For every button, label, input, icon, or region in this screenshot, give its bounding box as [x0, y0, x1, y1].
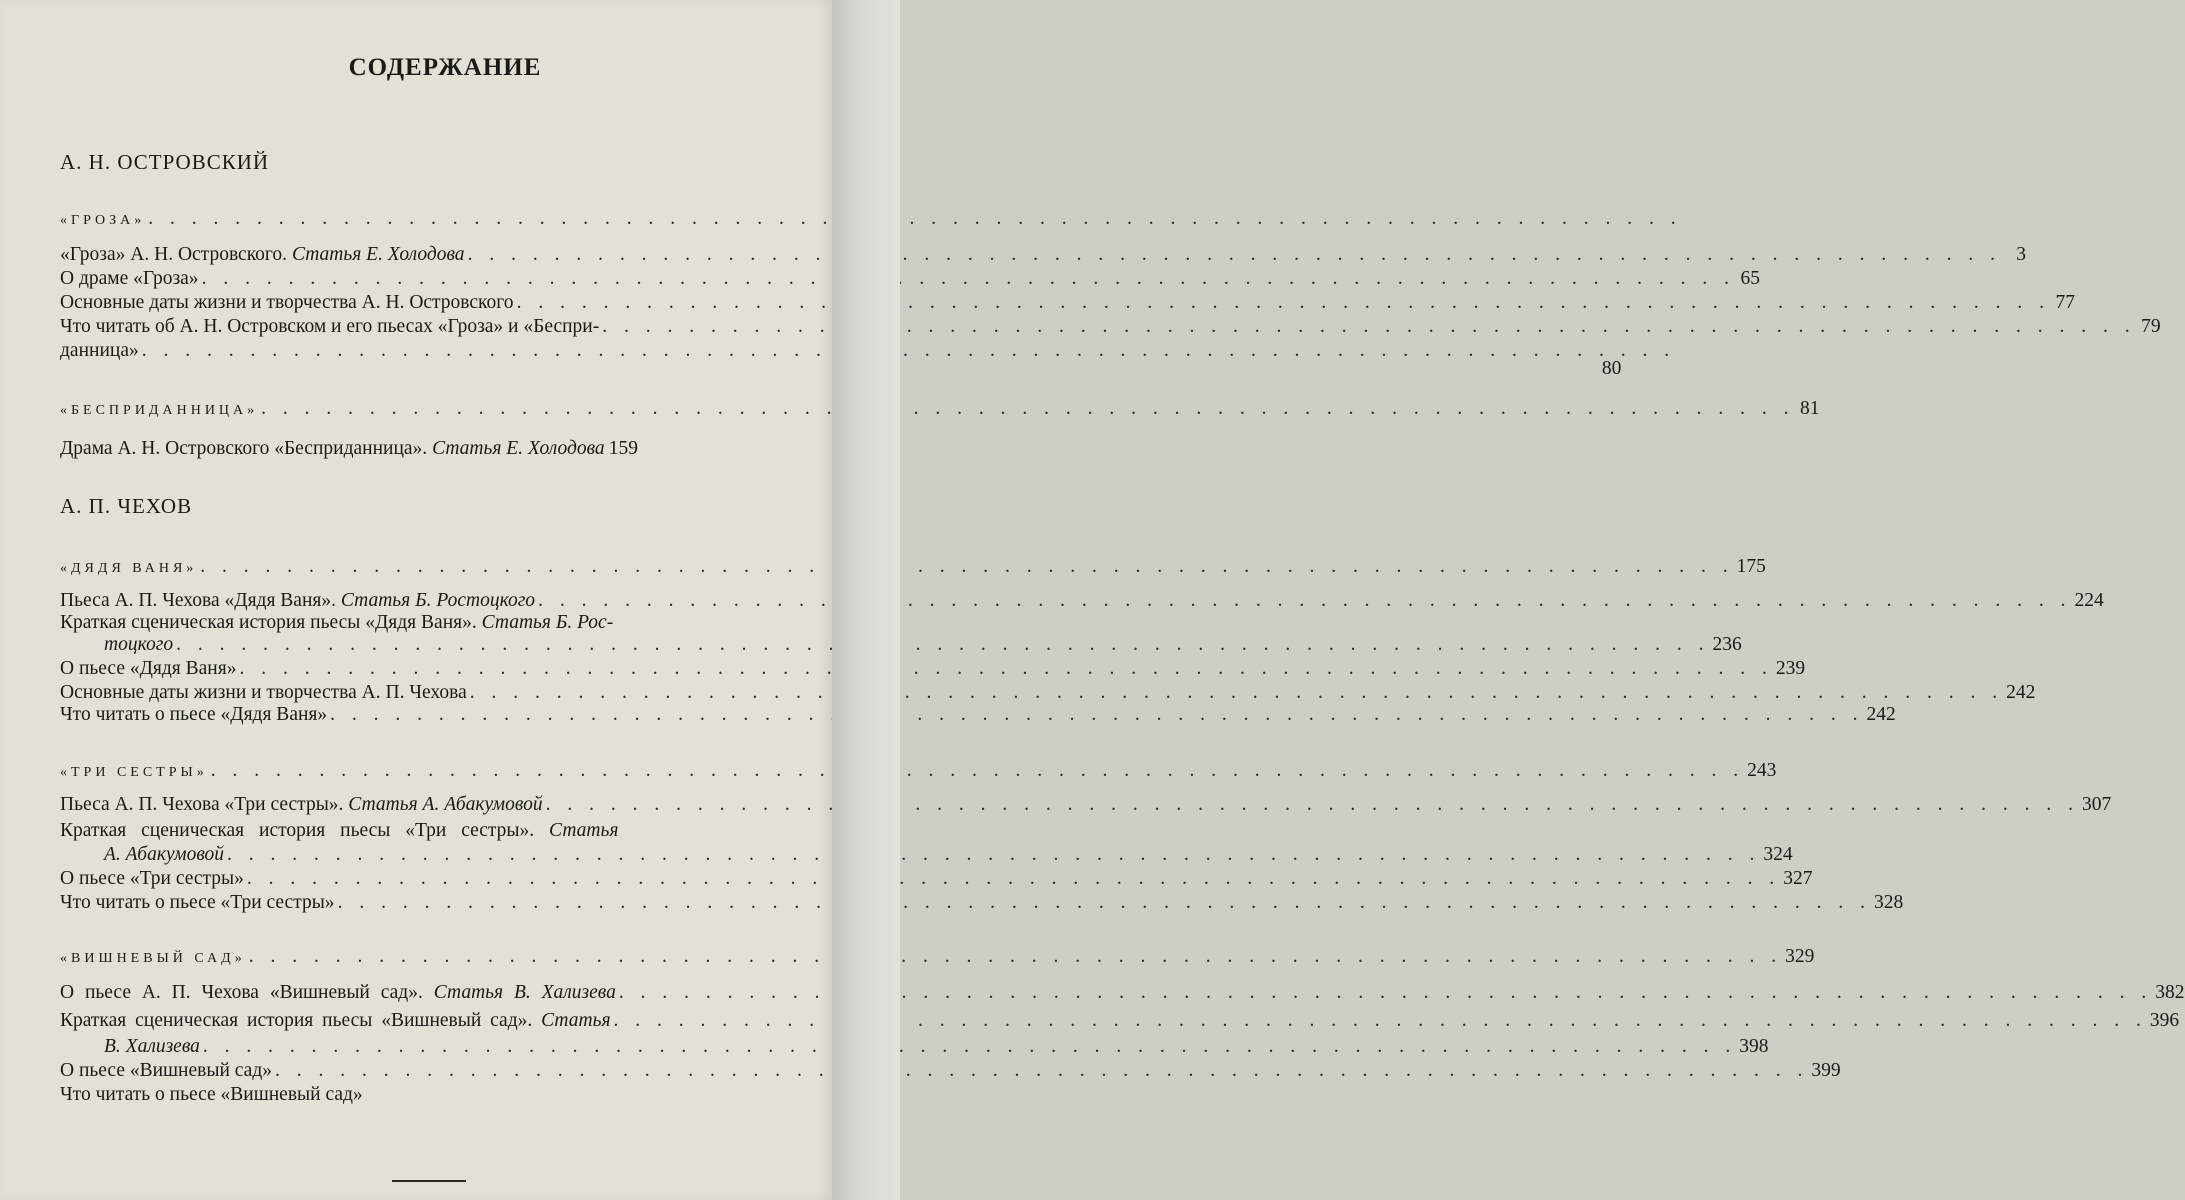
page-number: 159: [608, 438, 638, 459]
page-title: СОДЕРЖАНИЕ: [348, 54, 542, 81]
entry-text: данница»: [60, 340, 139, 361]
entry-text: О пьесе «Три сестры»: [60, 868, 244, 889]
entry-text: Что читать об А. Н. Островском и его пьесах «Гроза» и «Беспри-: [60, 316, 600, 337]
toc-heading-vishnevy-sad: [60, 944, 1815, 970]
toc-entry: [60, 890, 1904, 916]
page-number: 242: [2006, 682, 2036, 703]
toc-heading-dyadya-vanya: [60, 554, 1766, 580]
leader-dots: [200, 554, 1733, 580]
leader-dots: [247, 866, 1780, 892]
play-title: «БЕСПРИДАННИЦА»: [60, 403, 259, 418]
entry-text: О пьесе А. П. Чехова «Вишневый сад».: [60, 982, 423, 1003]
page-number: 324: [1763, 844, 1793, 865]
leader-dots: [330, 702, 1863, 728]
leader-dots: [261, 396, 1794, 422]
play-title: «ДЯДЯ ВАНЯ»: [60, 561, 198, 576]
toc-entry: [60, 290, 2075, 316]
entry-text: Основные даты жизни и творчества А. П. Чехова: [60, 682, 467, 703]
entry-text: Основные даты жизни и творчества А. Н. Островского: [60, 292, 514, 313]
leader-dots: [546, 792, 2079, 818]
toc-entry: [60, 436, 800, 462]
toc-entry: [60, 314, 2161, 340]
entry-article: Статья Е. Холодова: [291, 244, 465, 265]
page-number: 382: [2155, 982, 2185, 1003]
toc-entry: [60, 242, 2026, 268]
entry-article: Статья: [549, 820, 619, 841]
toc-entry: [60, 656, 1806, 682]
entry-text: О пьесе «Дядя Ваня»: [60, 658, 237, 679]
page-number: 175: [1736, 556, 1766, 577]
page-number: 239: [1775, 658, 1806, 679]
leader-dots: [148, 206, 1681, 232]
page-number: 79: [2141, 316, 2161, 337]
toc-entry: [60, 818, 800, 844]
toc-entry: [60, 702, 1896, 728]
page-number: 77: [2055, 292, 2075, 313]
leader-dots: [275, 1058, 1808, 1084]
entry-article: Статья: [541, 1010, 611, 1031]
page-number: 65: [1740, 268, 1760, 289]
toc-page-line: [60, 356, 1622, 382]
page-number: 236: [1712, 634, 1742, 655]
toc-entry-continued: [104, 1034, 1769, 1060]
leader-dots: [249, 944, 1782, 970]
toc-entry: [60, 866, 1813, 892]
entry-article: тоцкого: [104, 634, 174, 655]
page-number: 242: [1866, 704, 1896, 725]
leader-dots: [176, 632, 1709, 658]
leader-dots: [203, 1034, 1736, 1060]
entry-text: Краткая сценическая история пьесы «Дядя Ваня».: [60, 612, 477, 633]
leader-dots: [239, 656, 1772, 682]
page-number: 307: [2081, 794, 2112, 815]
entry-text: Краткая сценическая история пьесы «Вишневый сад».: [60, 1010, 533, 1031]
leader-dots: [517, 290, 2050, 316]
toc-entry: [60, 1008, 2180, 1034]
entry-text: Пьеса А. П. Чехова «Три сестры».: [60, 794, 344, 815]
page-number: 396: [2149, 1010, 2180, 1031]
entry-text: Пьеса А. П. Чехова «Дядя Ваня».: [60, 590, 336, 611]
entry-article: В. Хализева: [104, 1036, 200, 1057]
entry-article: Статья Б. Ростоцкого: [340, 590, 536, 611]
toc-entry: [60, 1082, 800, 1108]
leader-dots: [202, 266, 1735, 292]
page-number: 329: [1785, 946, 1815, 967]
play-title: «ВИШНЕВЫЙ САД»: [60, 951, 246, 966]
entry-article: Статья А. Абакумовой: [348, 794, 543, 815]
entry-text: О драме «Гроза»: [60, 268, 199, 289]
leader-dots: [468, 242, 2001, 268]
end-rule: [392, 1180, 466, 1182]
toc-entry: [60, 980, 2185, 1006]
page-number: 399: [1811, 1060, 1841, 1081]
leader-dots: [211, 758, 1744, 784]
toc-entry: [60, 792, 2112, 818]
entry-article: Статья В. Хализева: [433, 982, 616, 1003]
page-number: 3: [2016, 244, 2026, 265]
entry-text: Краткая сценическая история пьесы «Три сестры».: [60, 820, 535, 841]
entry-text: Что читать о пьесе «Вишневый сад»: [60, 1084, 363, 1105]
toc-entry: [60, 266, 1760, 292]
leader-dots: [227, 842, 1760, 868]
toc-heading-bespridannitsa: [60, 396, 1820, 422]
page-number: 327: [1783, 868, 1813, 889]
author-chekhov: А. П. ЧЕХОВ: [60, 494, 193, 518]
page-number: 243: [1747, 760, 1777, 781]
leader-dots: [338, 890, 1871, 916]
entry-text: «Гроза» А. Н. Островского.: [60, 244, 288, 265]
page-number: 398: [1739, 1036, 1769, 1057]
page-number: 328: [1873, 892, 1904, 913]
entry-text: Что читать о пьесе «Дядя Ваня»: [60, 704, 328, 725]
toc-entry-continued: [104, 842, 1793, 868]
entry-text: Что читать о пьесе «Три сестры»: [60, 892, 335, 913]
entry-article: Статья Е. Холодова: [432, 438, 605, 459]
entry-text: Драма А. Н. Островского «Бесприданница».: [60, 438, 428, 459]
page-number: 81: [1800, 398, 1820, 419]
page-number: 224: [2074, 590, 2104, 611]
page-number: 80: [1601, 358, 1622, 379]
entry-article: Статья Б. Рос-: [481, 612, 614, 633]
toc-entry: [60, 1058, 1841, 1084]
toc-heading-groza: [60, 206, 800, 232]
play-title: «ТРИ СЕСТРЫ»: [60, 765, 208, 780]
entry-text: О пьесе «Вишневый сад»: [60, 1060, 272, 1081]
toc-entry-continued: [104, 632, 1742, 658]
toc-heading-tri-sestry: [60, 758, 1777, 784]
entry-article: А. Абакумовой: [104, 844, 225, 865]
play-title: «ГРОЗА»: [60, 213, 146, 228]
author-ostrovsky: А. Н. ОСТРОВСКИЙ: [60, 150, 270, 174]
next-page-edge: [832, 0, 900, 1200]
